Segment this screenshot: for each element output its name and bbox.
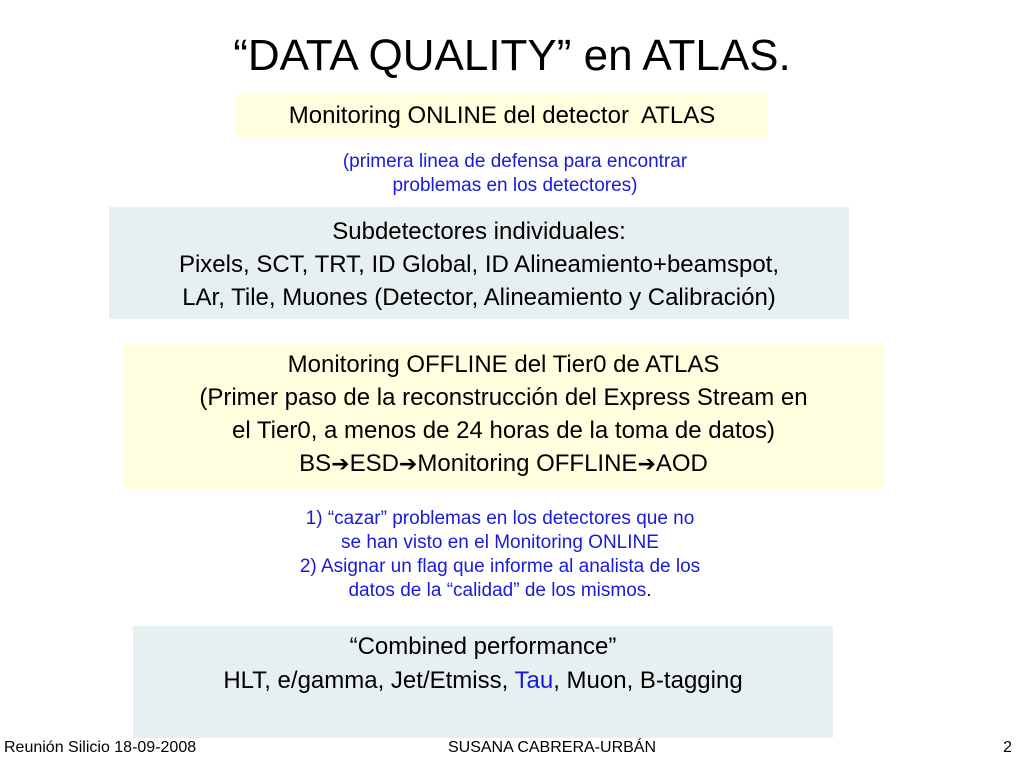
offline-note-line: 1) “cazar” problemas en los detectores que no (305, 508, 695, 529)
page-number: 2 (1003, 739, 1012, 756)
offline-note-line (230, 579, 770, 603)
arrow-right-icon: ➔ (637, 451, 656, 476)
offline-heading: Monitoring OFFLINE del Tier0 de ATLAS (287, 351, 720, 378)
arrow-right-icon: ➔ (398, 451, 418, 476)
offline-note-line: se han visto en el Monitoring ONLINE (341, 532, 659, 553)
combined-performance-box (133, 626, 833, 738)
offline-description-line: (Primer paso de la reconstrucción del Express Stream en (199, 384, 808, 411)
slide-title: “DATA QUALITY” en ATLAS. (233, 31, 791, 80)
flow-step-aod: AOD (655, 450, 708, 477)
combined-group-tau: Tau (514, 667, 554, 694)
footer-author: SUSANA CABRERA-URBÁN (447, 739, 657, 756)
online-monitoring-label: Monitoring ONLINE del detector ATLAS (288, 102, 716, 129)
offline-description-line: el Tier0, a menos de 24 horas de la toma de datos) (232, 417, 775, 444)
offline-note-period: . (646, 580, 652, 601)
offline-monitoring-box (124, 343, 883, 489)
online-note-line: (primera linea de defensa para encontrar (342, 151, 688, 172)
offline-note (230, 507, 770, 603)
combined-heading: “Combined performance” (349, 633, 617, 660)
arrow-right-icon: ➔ (331, 451, 350, 476)
offline-note-text: datos de la “calidad” de los mismos (348, 580, 647, 601)
flow-step-monitoring: Monitoring OFFLINE (417, 450, 638, 477)
offline-data-flow (124, 447, 883, 480)
subdetectors-list-line: Pixels, SCT, TRT, ID Global, ID Alineamiento+beamspot, (178, 251, 780, 278)
subdetectors-heading: Subdetectores individuales: (332, 218, 626, 245)
offline-note-line: 2) Asignar un flag que informe al analista de los (299, 556, 701, 577)
subdetectors-box (109, 207, 849, 319)
online-note (250, 150, 780, 198)
online-monitoring-box (236, 94, 768, 138)
combined-groups-line (133, 664, 833, 698)
online-note-line: problemas en los detectores) (392, 175, 638, 196)
combined-groups-text: HLT, e/gamma, Jet/Etmiss, (223, 667, 515, 694)
flow-step-bs: BS (299, 450, 332, 477)
footer-meeting: Reunión Silicio 18-09-2008 (4, 739, 197, 756)
subdetectors-list-line: LAr, Tile, Muones (Detector, Alineamiento y Calibración) (182, 284, 776, 311)
flow-step-esd: ESD (349, 450, 399, 477)
combined-groups-text: , Muon, B-tagging (553, 667, 743, 694)
